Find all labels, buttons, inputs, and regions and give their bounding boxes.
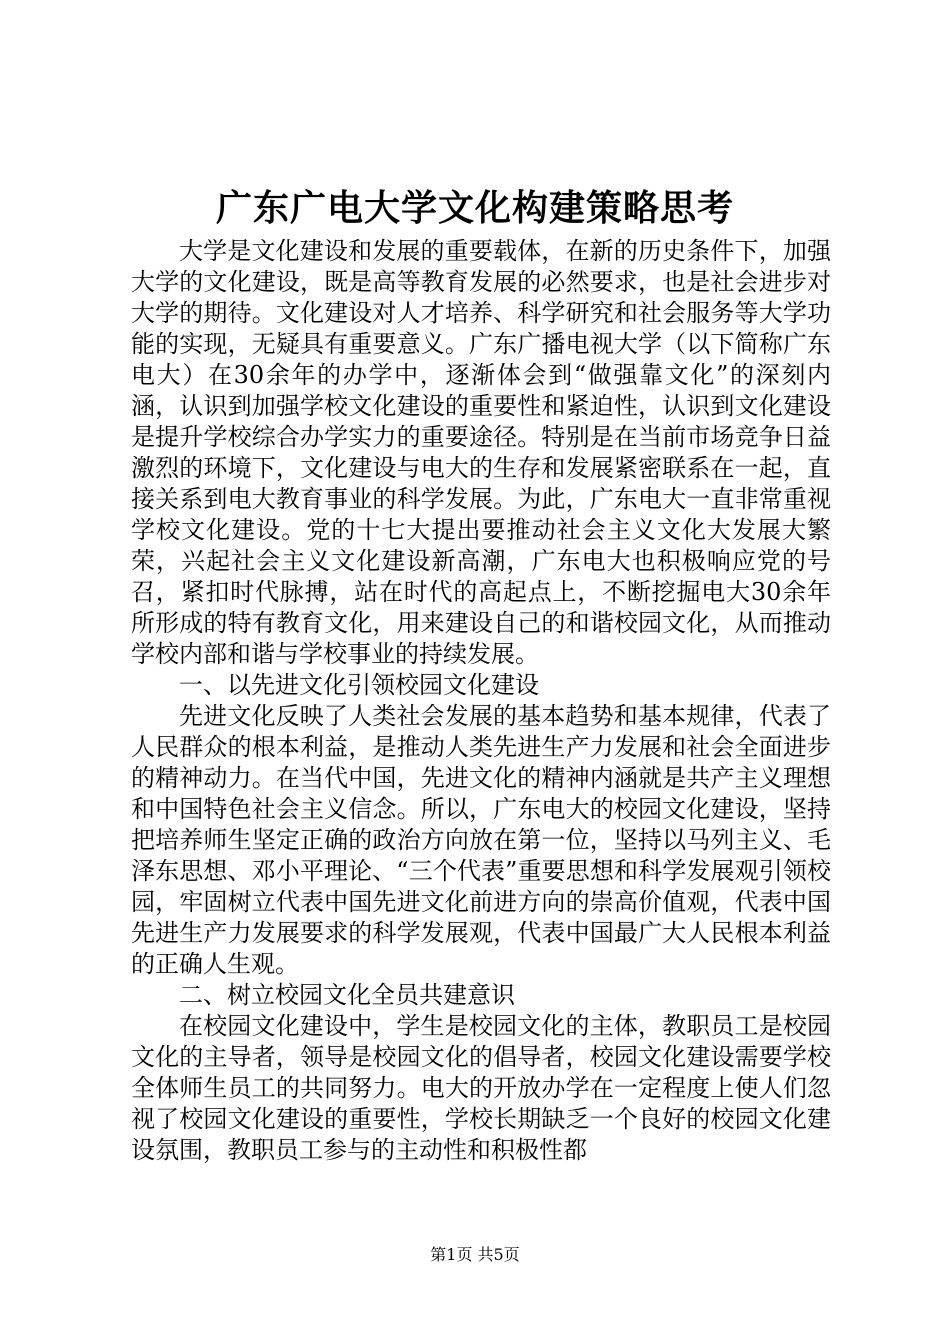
section-1-paragraph: 先进文化反映了人类社会发展的基本趋势和基本规律，代表了人民群众的根本利益，是推动人类先进生产力发展和社会全面进步的精神动力。在当代中国，先进文化的精神内涵就是共产主义理想和中国特色社会主义信念。所以，广东电大的校园文化建设，坚持把培养师生坚定正确的政治方向放在第一位，坚持以马列主义、毛泽东思想、邓小平理论、“三个代表”重要思想和科学发展观引领校园，牢固树立代表中国先进文化前进方向的崇高价值观，代表中国先进生产力发展要求的科学发展观，代表中国最广大人民根本利益的正确人生观。 (131, 702, 831, 978)
document-body (131, 236, 831, 1166)
document-title: 广东广电大学文化构建策略思考 (215, 187, 734, 229)
intro-paragraph: 大学是文化建设和发展的重要载体，在新的历史条件下，加强大学的文化建设，既是高等教育发展的必然要求，也是社会进步对大学的期待。文化建设对人才培养、科学研究和社会服务等大学功能的实现，无疑具有重要意义。广东广播电视大学（以下简称广东电大）在30余年的办学中，逐渐体会到“做强靠文化”的深刻内涵，认识到加强学校文化建设的重要性和紧迫性，认识到文化建设是提升学校综合办学实力的重要途径。特别是在当前市场竞争日益激烈的环境下，文化建设与电大的生存和发展紧密联系在一起，直接关系到电大教育事业的科学发展。为此，广东电大一直非常重视学校文化建设。党的十七大提出要推动社会主义文化大发展大繁荣，兴起社会主义文化建设新高潮，广东电大也积极响应党的号召，紧扣时代脉搏，站在时代的高起点上，不断挖掘电大30余年所形成的特有教育文化，用来建设自己的和谐校园文化，从而推动学校内部和谐与学校事业的持续发展。 (131, 237, 831, 668)
section-heading-2: 二、树立校园文化全员共建意识 (179, 981, 515, 1009)
section-2-paragraph: 在校园文化建设中，学生是校园文化的主体，教职员工是校园文化的主导者，领导是校园文化的倡导者，校园文化建设需要学校全体师生员工的共同努力。电大的开放办学在一定程度上使人们忽视了校园文化建设的重要性，学校长期缺乏一个良好的校园文化建设氛围，教职员工参与的主动性和积极性都 (131, 1012, 831, 1164)
section-heading-1: 一、以先进文化引领校园文化建设 (179, 671, 539, 699)
page-footer: 第1页 共5页 (430, 1245, 520, 1264)
